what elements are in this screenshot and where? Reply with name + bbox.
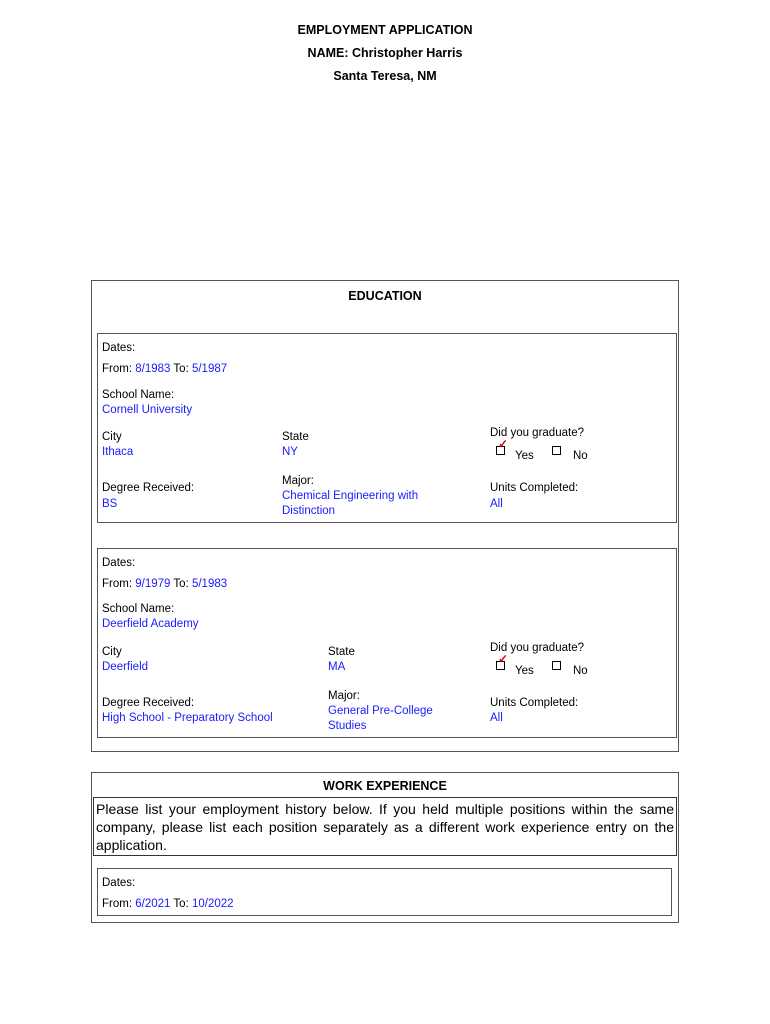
state-value[interactable]: NY (282, 446, 298, 458)
dates-label: Dates: (102, 557, 136, 569)
from-date[interactable]: 8/1983 (135, 363, 171, 375)
from-date[interactable]: 9/1979 (135, 578, 171, 590)
graduate-no-checkbox[interactable] (552, 446, 561, 455)
graduate-label: Did you graduate? (490, 642, 584, 654)
degree-value[interactable]: BS (102, 498, 118, 510)
no-label: No (573, 665, 588, 677)
dates-label: Dates: (102, 877, 136, 889)
date-range: From: 8/1983 To: 5/1987 (102, 363, 228, 375)
major-label: Major: (328, 690, 360, 702)
school-name-value[interactable]: Cornell University (102, 404, 193, 416)
major-value[interactable]: General Pre-College Studies (328, 705, 433, 732)
school-name-value[interactable]: Deerfield Academy (102, 618, 199, 630)
to-date[interactable]: 5/1983 (191, 578, 228, 590)
date-range: From: 6/2021 To: 10/2022 (102, 898, 234, 910)
education-title: EDUCATION (348, 289, 422, 303)
state-value[interactable]: MA (328, 661, 346, 673)
units-value[interactable]: All (490, 712, 503, 724)
units-label: Units Completed: (490, 482, 579, 494)
to-date[interactable]: 5/1987 (191, 363, 228, 375)
graduate-no-checkbox[interactable] (552, 661, 561, 670)
work-experience-title: WORK EXPERIENCE (323, 779, 447, 793)
education-entry-2 (97, 548, 677, 738)
school-name-label: School Name: (102, 603, 175, 615)
city-value[interactable]: Deerfield (102, 661, 149, 673)
education-entry-1 (97, 333, 677, 523)
date-range: From: 9/1979 To: 5/1983 (102, 578, 228, 590)
form-title: EMPLOYMENT APPLICATION (297, 23, 473, 37)
city-value[interactable]: Ithaca (102, 446, 134, 458)
education-section (91, 280, 679, 752)
work-entry-1 (97, 868, 672, 916)
units-label: Units Completed: (490, 697, 579, 709)
no-label: No (573, 450, 588, 462)
from-date[interactable]: 6/2021 (135, 898, 171, 910)
dates-label: Dates: (102, 342, 136, 354)
yes-label: Yes (515, 665, 534, 677)
graduate-label: Did you graduate? (490, 427, 584, 439)
degree-label: Degree Received: (102, 697, 195, 709)
degree-label: Degree Received: (102, 482, 195, 494)
checkmark-icon: ✓ (498, 652, 509, 666)
units-value[interactable]: All (490, 498, 503, 510)
major-label: Major: (282, 475, 314, 487)
checkmark-icon: ✓ (498, 437, 509, 451)
city-label: City (102, 646, 122, 658)
major-value[interactable]: Chemical Engineering with Distinction (282, 490, 419, 517)
work-instructions: Please list your employment history below. If you held multiple positions within the same company, please list each position separately as a different work experience entry on the application. (96, 801, 674, 853)
school-name-label: School Name: (102, 389, 175, 401)
applicant-name: NAME: Christopher Harris (307, 46, 463, 60)
yes-label: Yes (515, 450, 534, 462)
state-label: State (282, 431, 309, 443)
state-label: State (328, 646, 355, 658)
degree-value[interactable]: High School - Preparatory School (102, 712, 273, 724)
work-experience-section (91, 772, 679, 923)
applicant-location: Santa Teresa, NM (333, 69, 437, 83)
work-instructions-box (93, 797, 677, 856)
city-label: City (102, 431, 122, 443)
to-date[interactable]: 10/2022 (191, 898, 234, 910)
